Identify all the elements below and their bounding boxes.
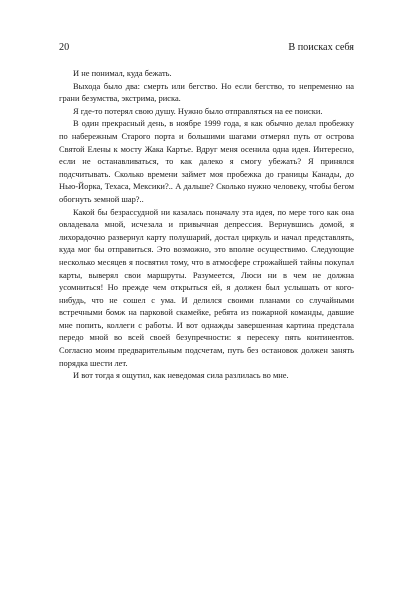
paragraph: Я где-то потерял свою душу. Нужно было отправляться на ее поиски. bbox=[73, 105, 323, 116]
body-text bbox=[59, 67, 354, 382]
paragraph: Какой бы безрассудной ни казалась поначалу эта идея, по мере того как она овладевала мной, исчезала и привычная депрессия. Вернувшись домой, я лихорадочно развернул карту полушарий, достал циркуль и начал представлять, куда мог бы отправиться. Это возможно, это вполне осуществимо. Следующие несколько месяцев я посвятил тому, что в атмосфере строжайшей тайны покупал карты, выверял свои маршруты. Разумеется, Люси ни в чем не должна усомниться! Но прежде чем открыться ей, я должен был услышать от кого-нибудь, что не сошел с ума. И делился своими планами со случайными встречными бомж на парковой скамейке, ребята из пожарной команды, давшие мне попить, коллеги с работы. И вот однажды завершенная картина предстала передо мной во всей своей безупречности: я пересеку пять континентов. Согласно моим предварительным подсчетам, путь без остановок должен занять порядка шести лет. bbox=[59, 206, 354, 368]
running-head bbox=[59, 41, 354, 55]
paragraph: И не понимал, куда бежать. bbox=[73, 68, 172, 78]
page-number: 20 bbox=[59, 42, 70, 53]
running-title: В поисках себя bbox=[288, 42, 354, 53]
paragraph: В один прекрасный день, в ноябре 1999 года, я как обычно делал пробежку по набережным Старого порта и большими шагами отмерял путь от острова Святой Елены к мосту Жака Картье. Вдруг меня осенила одна идея. Интересно, если не останавливаться, то как далеко я смогу убежать? Я принялся подсчитывать. Сколько времени займет моя пробежка до границы Канады, до Нью-Йорка, Техаса, Мексики?.. А дальше? Сколько нужно человеку, чтобы бегом обогнуть земной шар?.. bbox=[59, 118, 354, 204]
paragraph: И вот тогда я ощутил, как неведомая сила разлилась во мне. bbox=[73, 370, 289, 381]
paragraph: Выхода было два: смерть или бегство. Но если бегство, то непременно на грани безумства, экстрима, риска. bbox=[59, 80, 354, 104]
